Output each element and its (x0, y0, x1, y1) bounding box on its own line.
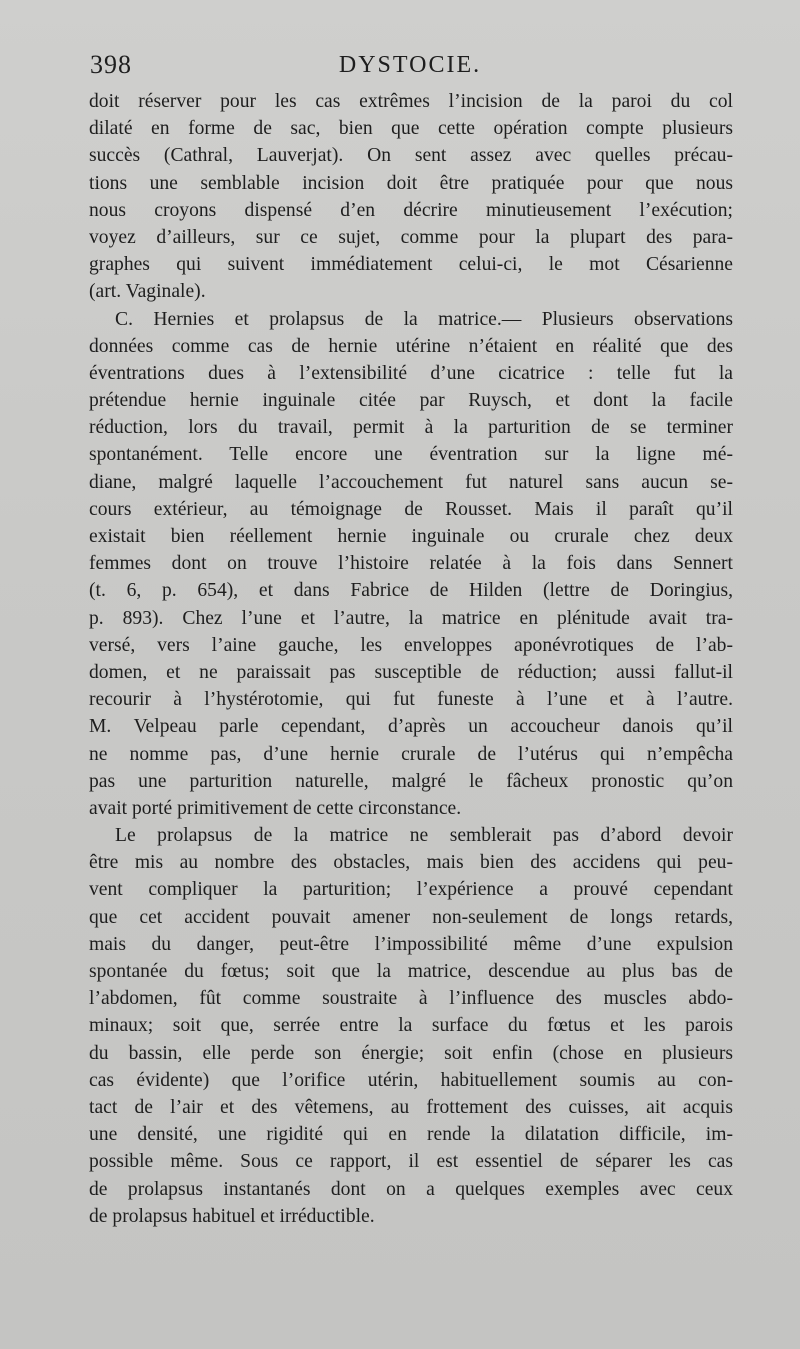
text-line: réduction, lors du travail, permit à la parturition de se terminer (89, 417, 733, 439)
section-heading-line: C. Hernies et prolapsus de la matrice.— Plusieurs observations (115, 308, 733, 330)
text-line: voyez d’ailleurs, sur ce sujet, comme pour la plupart des para- (89, 226, 733, 248)
text-line: (t. 6, p. 654), et dans Fabrice de Hilden (lettre de Doringius, (89, 580, 733, 602)
text-line: spontanée du fœtus; soit que la matrice, descendue au plus bas de (89, 961, 733, 982)
text-line: cours extérieur, au témoignage de Rousset. Mais il paraît qu’il (89, 498, 733, 520)
text-line: minaux; soit que, serrée entre la surface du fœtus et les parois (89, 1015, 733, 1037)
text-line: ne nomme pas, d’une hernie crurale de l’utérus qui n’empêcha (89, 743, 733, 765)
text-line: une densité, une rigidité qui en rende la dilatation difficile, im- (89, 1124, 733, 1146)
text-line: recourir à l’hystérotomie, qui fut funeste à l’une et à l’autre. (89, 689, 733, 711)
text-line: de prolapsus instantanés dont on a quelques exemples avec ceux (89, 1178, 733, 1200)
running-title: DYSTOCIE. (338, 52, 482, 78)
text-line: graphes qui suivent immédiatement celui-ci, le mot Césarienne (89, 254, 733, 276)
text-line: femmes dont on trouve l’histoire relatée à la fois dans Sennert (89, 553, 733, 575)
text-line: mais du danger, peut-être l’impossibilité même d’une expulsion (89, 933, 733, 955)
text-line: Le prolapsus de la matrice ne semblerait pas d’abord devoir (115, 825, 733, 847)
text-line: de prolapsus habituel et irréductible. (89, 1205, 375, 1227)
text-line: prétendue hernie inguinale citée par Ruysch, et dont la facile (89, 390, 733, 412)
body-text (89, 88, 733, 1230)
text-line: que cet accident pouvait amener non-seulement de longs retards, (89, 906, 733, 928)
text-line: possible même. Sous ce rapport, il est essentiel de séparer les cas (89, 1151, 733, 1173)
text-line: être mis au nombre des obstacles, mais bien des accidens qui peu- (89, 852, 733, 874)
text-line: tions une semblable incision doit être pratiquée pour que nous (89, 172, 733, 194)
text-line: p. 893). Chez l’une et l’autre, la matrice en plénitude avait tra- (89, 607, 733, 629)
text-line: succès (Cathral, Lauverjat). On sent assez avec quelles précau- (89, 145, 733, 167)
text-line: cas évidente) que l’orifice utérin, habituellement soumis au con- (89, 1069, 733, 1091)
page-header (90, 50, 730, 86)
text-line: doit réserver pour les cas extrêmes l’incision de la paroi du col (89, 91, 733, 112)
text-line: existait bien réellement hernie inguinale ou crurale chez deux (89, 526, 733, 547)
text-line: du bassin, elle perde son énergie; soit enfin (chose en plusieurs (89, 1042, 733, 1064)
text-line: diane, malgré laquelle l’accouchement fut naturel sans aucun se- (89, 471, 733, 493)
text-line: pas une parturition naturelle, malgré le fâcheux pronostic qu’on (89, 770, 733, 792)
text-line: (art. Vaginale). (89, 281, 206, 303)
text-line: l’abdomen, fût comme soustraite à l’influence des muscles abdo- (89, 988, 733, 1010)
text-line: dilaté en forme de sac, bien que cette opération compte plusieurs (89, 118, 733, 140)
page-number: 398 (90, 50, 132, 79)
text-line: nous croyons dispensé d’en décrire minutieusement l’exécution; (89, 199, 733, 221)
text-line: spontanément. Telle encore une éventration sur la ligne mé- (89, 444, 733, 466)
text-line: vent compliquer la parturition; l’expérience a prouvé cependant (89, 879, 733, 901)
text-line: versé, vers l’aine gauche, les enveloppes aponévrotiques de l’ab- (89, 634, 733, 656)
text-line: domen, et ne paraissait pas susceptible de réduction; aussi fallut-il (89, 661, 733, 683)
text-line: M. Velpeau parle cependant, d’après un accoucheur danois qu’il (89, 716, 733, 738)
text-line: avait porté primitivement de cette circonstance. (89, 797, 462, 819)
text-line: tact de l’air et des vêtemens, au frottement des cuisses, ait acquis (89, 1096, 733, 1118)
text-line: données comme cas de hernie utérine n’étaient en réalité que des (89, 335, 733, 357)
text-line: éventrations dues à l’extensibilité d’une cicatrice : telle fut la (89, 362, 733, 384)
